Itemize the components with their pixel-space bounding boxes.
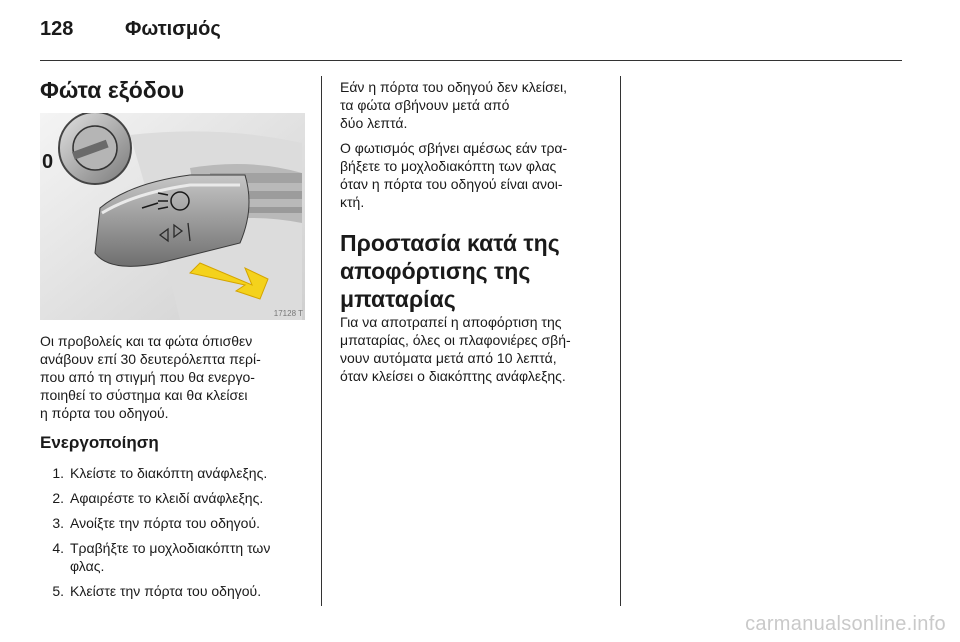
door-open-paragraph [340, 78, 615, 132]
intro-line: η πόρτα του οδηγού. [40, 405, 169, 421]
paragraph-line: τα φώτα σβήνουν μετά από [340, 97, 510, 113]
section-title-line: αποφόρτισης της [340, 258, 531, 284]
list-item [40, 582, 305, 600]
turn-signal-stalk-figure [40, 113, 305, 320]
section-title-line: Προστασία κατά της [340, 230, 560, 256]
step-text: Κλείστε την πόρτα του οδηγού. [70, 583, 262, 599]
stalk-illustration [40, 113, 305, 320]
column-middle [340, 76, 615, 385]
intro-line: Οι προβολείς και τα φώτα όπισθεν [40, 333, 253, 349]
intro-paragraph [40, 332, 305, 422]
chapter-title: Φωτισμός [125, 18, 221, 40]
list-item [40, 514, 305, 532]
activation-section [40, 432, 305, 607]
page-number: 128 [40, 18, 74, 40]
paragraph-line: κτή. [340, 194, 365, 210]
section-title-line: μπαταρίας [340, 286, 456, 312]
paragraph-line: νουν αυτόματα μετά από 10 λεπτά, [340, 350, 557, 366]
ignition-lock [59, 113, 131, 184]
intro-line: ποιηθεί το σύστημα και θα κλείσει [40, 387, 248, 403]
battery-paragraph [340, 313, 615, 385]
step-text: Κλείστε το διακόπτη ανάφλεξης. [70, 465, 268, 481]
activation-steps [40, 464, 305, 600]
step-number: 4. [52, 540, 64, 556]
ignition-position-label: 0 [42, 151, 54, 173]
list-item [40, 489, 305, 507]
paragraph-line: Εάν η πόρτα του οδηγού δεν κλείσει, [340, 79, 568, 95]
paragraph-line: βήξετε το μοχλοδιακόπτη των φλας [340, 158, 557, 174]
lights-off-paragraph [340, 139, 615, 211]
intro-line: που από τη στιγμή που θα ενεργο- [40, 369, 255, 385]
step-number: 1. [52, 465, 64, 481]
column-divider-2 [620, 76, 621, 606]
battery-protection-section [340, 229, 615, 385]
intro-line: ανάβουν επί 30 δευτερόλεπτα περί- [40, 351, 261, 367]
paragraph-line: όταν κλείσει ο διακόπτης ανάφλεξης. [340, 368, 566, 384]
paragraph-line: όταν η πόρτα του οδηγού είναι ανοι- [340, 176, 563, 192]
paragraph-line: δύο λεπτά. [340, 115, 408, 131]
section-title-exit-lights: Φώτα εξόδου [40, 77, 185, 103]
figure-code: 17128 T [273, 309, 303, 318]
paragraph-line: Ο φωτισμός σβήνει αμέσως εάν τρα- [340, 140, 568, 156]
watermark: carmanualsonline.info [745, 613, 946, 635]
step-number: 3. [52, 515, 64, 531]
paragraph-line: μπαταρίας, όλες οι πλαφονιέρες σβή- [340, 332, 571, 348]
list-item [40, 539, 305, 575]
step-number: 2. [52, 490, 64, 506]
step-number: 5. [52, 583, 64, 599]
step-text: Τραβήξτε το μοχλοδιακόπτη των φλας. [70, 540, 271, 574]
column-left [40, 76, 305, 104]
step-text: Ανοίξτε την πόρτα του οδηγού. [70, 515, 261, 531]
header-rule [40, 60, 902, 61]
column-divider-1 [321, 76, 322, 606]
list-item [40, 464, 305, 482]
step-text: Αφαιρέστε το κλειδί ανάφλεξης. [70, 490, 264, 506]
page-header [40, 18, 920, 48]
activation-heading: Ενεργοποίηση [40, 433, 159, 452]
paragraph-line: Για να αποτραπεί η αποφόρτιση της [340, 314, 562, 330]
